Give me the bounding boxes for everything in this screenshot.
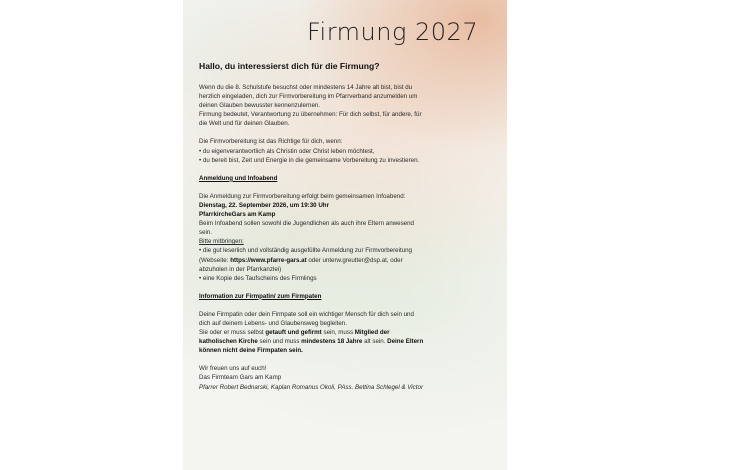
headline: Hallo, du interessierst dich für die Firmung? <box>199 61 380 71</box>
suitable-bullet: • du eigenverantwortlich als Christin oder Christ leben möchtest, <box>199 147 375 155</box>
flyer-page <box>183 0 507 470</box>
intro-line: Wenn du die 8. Schulstufe besuchst oder mindestens 14 Jahre alt bist, bist du <box>199 84 413 91</box>
website-link[interactable]: https://www.pfarre-gars.at <box>230 256 307 264</box>
text-run-bold: getauft und gefirmt <box>265 329 322 337</box>
website-prefix: (Webseite: <box>199 256 231 264</box>
intro-line: Firmung bedeutet, Verantwortung zu übernehmen: Für dich selbst, für andere, für <box>199 111 422 119</box>
text-run: alt sein. <box>362 338 388 346</box>
sponsor-line <box>199 328 499 337</box>
event-date: Dienstag, 22. September 2026, um 19:30 Uhr <box>199 201 329 209</box>
intro-line: die Welt und für deinen Glauben. <box>199 120 290 128</box>
sponsor-line: Deine Firmpatin oder dein Firmpate soll ein wichtiger Mensch für dich sein und <box>199 310 414 318</box>
website-suffix: oder unterw.greutter@dsp.at, oder <box>306 256 403 264</box>
closing-line: Wir freuen uns auf euch! <box>199 365 267 373</box>
text-run-bold: mindestens 18 Jahre <box>301 338 363 346</box>
suitable-bullet: • du bereit bist, Zeit und Energie in die gemeinsame Vorbereitung zu investieren. <box>199 156 420 164</box>
text-run-bold: Deine Eltern <box>387 338 424 346</box>
bring-label: Bitte mitbringen: <box>199 238 244 246</box>
signature-line: Pfarrer Robert Bednarski, Kaplan Romanus Okoli, PAss. Bettina Schlegel & Victor <box>199 383 423 391</box>
registration-line: Beim Infoabend sollen sowohl die Jugendlichen als auch ihre Eltern anwesend <box>199 220 414 228</box>
suitable-line: Die Firmvorbereitung ist das Richtige für dich, wenn: <box>199 138 343 146</box>
registration-line: sein. <box>199 229 213 237</box>
text-run-bold: katholischen Kirche <box>199 338 258 346</box>
bring-item-website <box>199 256 499 265</box>
sponsor-line: dich auf deinem Lebens- und Glaubensweg begleiten. <box>199 319 347 327</box>
bring-item: abzuholen in der Pfarrkanzlei) <box>199 265 282 273</box>
bring-item: • die gut leserlich und vollständig ausgefüllte Anmeldung zur Firmvorbereitung <box>199 247 413 255</box>
intro-line: deinen Glauben bewusster kennenzulernen. <box>199 102 321 110</box>
sponsor-line: können nicht deine Firmpaten sein. <box>199 347 303 355</box>
registration-line: Die Anmeldung zur Firmvorbereitung erfolgt beim gemeinsamen Infoabend: <box>199 192 406 200</box>
event-place: PfarrkircheGars am Kamp <box>199 211 276 219</box>
intro-line: herzlich eingeladen, dich zur Firmvorbereitung im Pfarrverband anzumelden um <box>199 93 418 101</box>
closing-line: Das Firmteam Gars am Kamp <box>199 374 282 382</box>
bring-item: • eine Kopie des Taufscheins des Firmlings <box>199 274 317 282</box>
text-run-bold: Mitglied der <box>354 329 390 337</box>
document-body <box>199 60 499 392</box>
text-run: sein und muss <box>257 338 302 346</box>
sponsor-line <box>199 337 499 346</box>
document-title: Firmung 2027 <box>307 18 479 46</box>
text-run: sein, muss <box>321 329 355 337</box>
text-run: Sie oder er muss selbst <box>199 329 266 337</box>
sponsor-heading: Information zur Firmpatin/ zum Firmpaten <box>199 292 322 300</box>
registration-heading: Anmeldung und Infoabend <box>199 174 278 182</box>
